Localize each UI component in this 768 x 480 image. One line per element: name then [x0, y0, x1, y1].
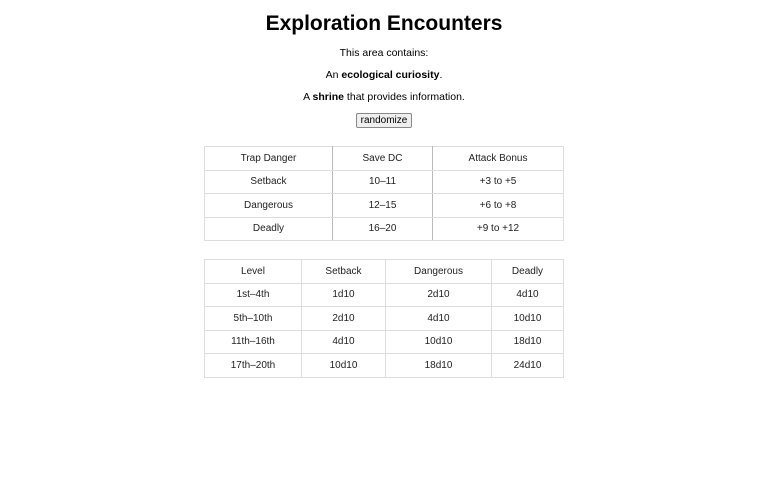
encounter-line-2	[0, 86, 768, 108]
column-header: Attack Bonus	[433, 147, 564, 171]
page-title: Exploration Encounters	[265, 12, 503, 35]
column-header: Deadly	[492, 260, 564, 284]
table-row	[205, 217, 564, 241]
table-cell: 4d10	[302, 330, 386, 354]
text: that provides information.	[344, 91, 465, 103]
table-cell: Deadly	[205, 217, 333, 241]
encounter-type: shrine	[312, 91, 345, 103]
table-cell: 1d10	[302, 283, 386, 307]
table-cell: 10–11	[333, 170, 433, 194]
table-cell: 10d10	[492, 307, 564, 331]
trap-damage-table	[204, 259, 564, 378]
table-row	[205, 330, 564, 354]
table-cell: +6 to +8	[433, 194, 564, 218]
table-cell: Setback	[205, 170, 333, 194]
text: .	[439, 69, 443, 81]
table-row	[205, 283, 564, 307]
table-cell: 1st–4th	[205, 283, 302, 307]
intro-text: This area contains:	[339, 47, 429, 59]
table-header-row	[205, 147, 564, 171]
table-cell: 11th–16th	[205, 330, 302, 354]
table-row	[205, 170, 564, 194]
table-cell: 16–20	[333, 217, 433, 241]
encounter-line-1	[0, 64, 768, 86]
table-cell: 2d10	[386, 283, 492, 307]
table-row	[205, 354, 564, 378]
table-cell: 4d10	[386, 307, 492, 331]
table-row	[205, 194, 564, 218]
column-header: Trap Danger	[205, 147, 333, 171]
table-cell: +9 to +12	[433, 217, 564, 241]
table-cell: 5th–10th	[205, 307, 302, 331]
table-header-row	[205, 260, 564, 284]
table-cell: 17th–20th	[205, 354, 302, 378]
column-header: Dangerous	[386, 260, 492, 284]
table-cell: 10d10	[302, 354, 386, 378]
table-cell: +3 to +5	[433, 170, 564, 194]
table-cell: 24d10	[492, 354, 564, 378]
text: An	[325, 69, 342, 81]
encounter-type: ecological curiosity	[341, 69, 440, 81]
table-cell: Dangerous	[205, 194, 333, 218]
column-header: Save DC	[333, 147, 433, 171]
table-cell: 2d10	[302, 307, 386, 331]
table-cell: 18d10	[492, 330, 564, 354]
table-cell: 10d10	[386, 330, 492, 354]
column-header: Setback	[302, 260, 386, 284]
trap-danger-table	[204, 146, 564, 241]
table-row	[205, 307, 564, 331]
randomize-button[interactable]: randomize	[356, 113, 413, 128]
table-cell: 12–15	[333, 194, 433, 218]
text: A	[303, 91, 313, 103]
table-cell: 4d10	[492, 283, 564, 307]
table-cell: 18d10	[386, 354, 492, 378]
column-header: Level	[205, 260, 302, 284]
